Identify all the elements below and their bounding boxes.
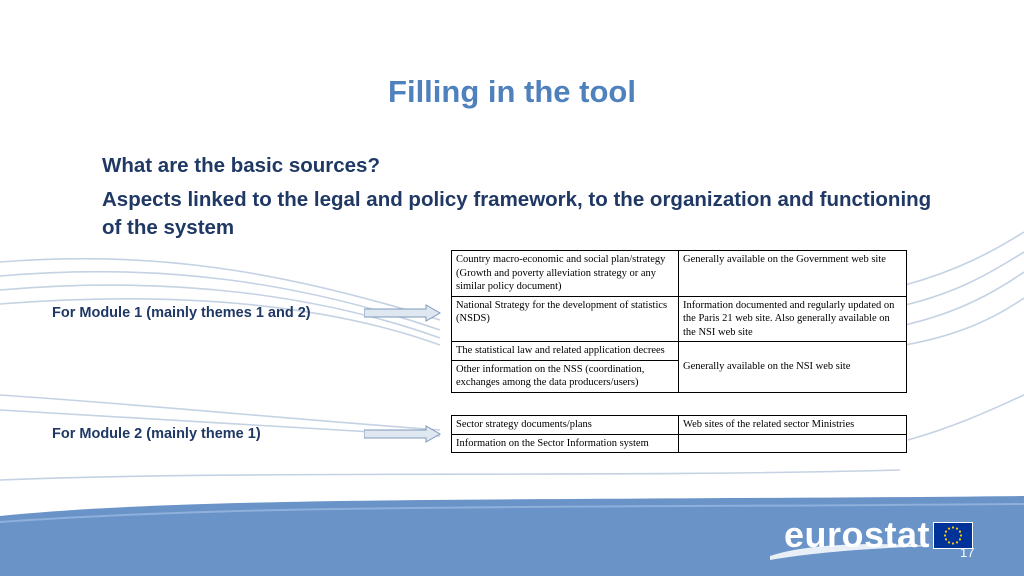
module-2-arrow-icon [364, 425, 442, 443]
module-2-label: For Module 2 (mainly theme 1) [52, 426, 261, 442]
table-row [452, 251, 907, 297]
slide-title: Filling in the tool [388, 74, 636, 109]
source-cell: Country macro-economic and social plan/strategy (Growth and poverty alleviation strategy or any similar policy document) [452, 251, 679, 297]
source-cell: Other information on the NSS (coordination, exchanges among the data producers/users) [452, 360, 679, 392]
bullet-basic-sources: What are the basic sources? [102, 154, 380, 177]
source-cell: Sector strategy documents/plans [452, 416, 679, 435]
module-1-label: For Module 1 (mainly themes 1 and 2) [52, 305, 311, 321]
page-number: 17 [960, 545, 975, 560]
source-cell: National Strategy for the development of statistics (NSDS) [452, 296, 679, 342]
table-row [452, 342, 907, 361]
table-row [452, 296, 907, 342]
eurostat-logo: eurostat [784, 514, 931, 555]
availability-cell: Web sites of the related sector Ministries [679, 416, 907, 435]
availability-cell: Generally available on the Government web site [679, 251, 907, 297]
module-1-sources-table [451, 250, 907, 393]
table-row [452, 416, 907, 435]
source-cell: Information on the Sector Information system [452, 434, 679, 453]
bullet-legal-policy-aspects: Aspects linked to the legal and policy framework, to the organization and functioning of the system [102, 188, 932, 239]
availability-cell: Information documented and regularly updated on the Paris 21 web site. Also generally available on the NSI web site [679, 296, 907, 342]
availability-cell [679, 434, 907, 453]
module-2-sources-table [451, 415, 907, 453]
source-cell: The statistical law and related application decrees [452, 342, 679, 361]
module-1-arrow-icon [364, 304, 442, 322]
table-row [452, 434, 907, 453]
availability-cell: Generally available on the NSI web site [679, 342, 907, 393]
